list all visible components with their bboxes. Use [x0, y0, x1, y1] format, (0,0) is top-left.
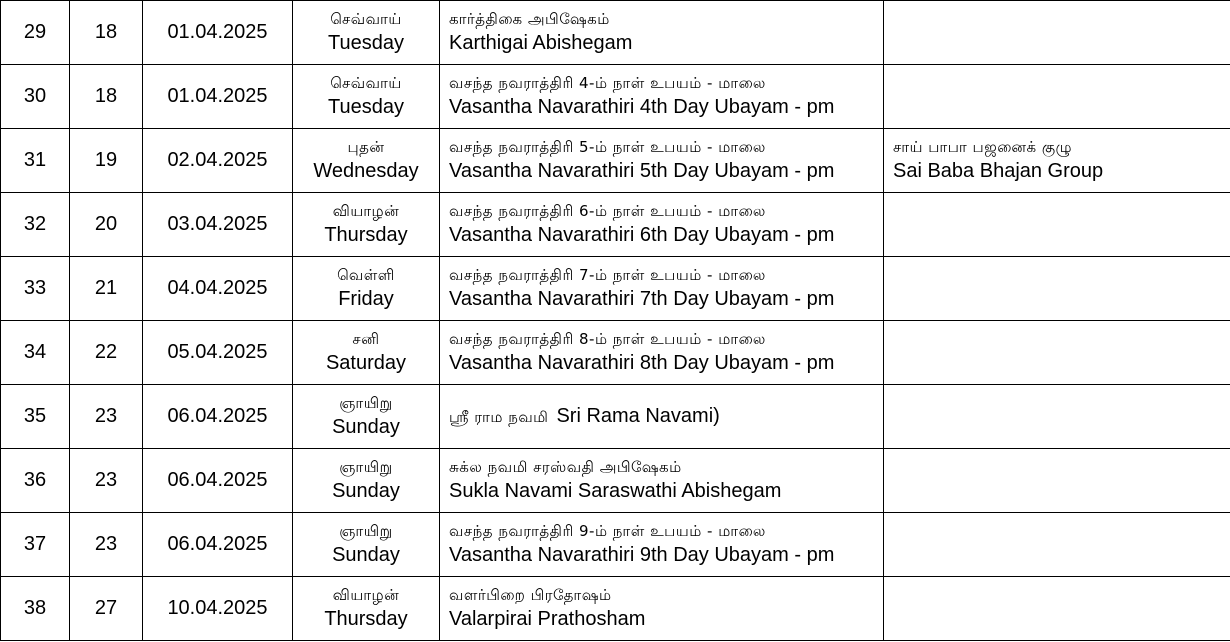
weekday-english: Sunday [332, 416, 400, 438]
event-cell [440, 513, 884, 577]
sponsor-cell [884, 65, 1230, 129]
weekday-english: Tuesday [328, 32, 404, 54]
weekday-tamil: செவ்வாய் [330, 74, 402, 92]
serial-number: 31 [1, 129, 70, 193]
weekday-english: Tuesday [328, 96, 404, 118]
table-row [1, 577, 1230, 641]
weekday-tamil: ஞாயிறு [339, 522, 393, 540]
weekday-tamil: வியாழன் [332, 202, 400, 220]
weekday-cell [293, 385, 440, 449]
event-cell [440, 385, 884, 449]
weekday-cell [293, 257, 440, 321]
sponsor-tamil: சாய் பாபா பஜனைக் குழு [893, 138, 1073, 156]
weekday-english: Thursday [324, 224, 408, 246]
event-tamil: வசந்த நவராத்திரி 8-ம் நாள் உபயம் - மாலை [449, 330, 766, 348]
table-row [1, 385, 1230, 449]
event-tamil: கார்த்திகை அபிஷேகம் [449, 10, 610, 28]
weekday-cell [293, 513, 440, 577]
date-cell: 02.04.2025 [143, 129, 293, 193]
serial-number: 34 [1, 321, 70, 385]
serial-number: 33 [1, 257, 70, 321]
sponsor-cell [884, 449, 1230, 513]
weekday-english: Friday [338, 288, 394, 310]
sponsor-cell [884, 129, 1230, 193]
event-tamil: வசந்த நவராத்திரி 4-ம் நாள் உபயம் - மாலை [449, 74, 766, 92]
serial-number: 38 [1, 577, 70, 641]
event-tamil: வசந்த நவராத்திரி 6-ம் நாள் உபயம் - மாலை [449, 202, 766, 220]
weekday-cell [293, 1, 440, 65]
table-row [1, 1, 1230, 65]
date-cell: 03.04.2025 [143, 193, 293, 257]
serial-number: 35 [1, 385, 70, 449]
serial-number: 30 [1, 65, 70, 129]
event-cell [440, 65, 884, 129]
schedule-body [1, 1, 1230, 641]
weekday-tamil: வியாழன் [332, 586, 400, 604]
weekday-english: Sunday [332, 544, 400, 566]
weekday-cell [293, 449, 440, 513]
weekday-english: Wednesday [313, 160, 419, 182]
tamil-day-number: 18 [70, 65, 143, 129]
weekday-english: Thursday [324, 608, 408, 630]
event-english: Vasantha Navarathiri 7th Day Ubayam - pm [449, 288, 835, 310]
table-row [1, 65, 1230, 129]
serial-number: 29 [1, 1, 70, 65]
tamil-day-number: 23 [70, 449, 143, 513]
event-english: Vasantha Navarathiri 5th Day Ubayam - pm [449, 160, 835, 182]
weekday-tamil: சனி [352, 330, 380, 348]
event-english: Karthigai Abishegam [449, 32, 633, 54]
tamil-day-number: 23 [70, 385, 143, 449]
weekday-english: Saturday [325, 352, 407, 374]
serial-number: 36 [1, 449, 70, 513]
event-cell [440, 321, 884, 385]
sponsor-cell [884, 193, 1230, 257]
table-row [1, 257, 1230, 321]
event-tamil: ஸ்ரீ ராம நவமி [449, 408, 549, 426]
sponsor-cell [884, 513, 1230, 577]
event-english: Vasantha Navarathiri 9th Day Ubayam - pm [449, 544, 835, 566]
sponsor-cell [884, 321, 1230, 385]
sponsor-cell [884, 1, 1230, 65]
tamil-day-number: 27 [70, 577, 143, 641]
event-line [449, 405, 883, 428]
weekday-tamil: வெள்ளி [337, 266, 395, 284]
table-row [1, 513, 1230, 577]
event-cell [440, 193, 884, 257]
table-row [1, 193, 1230, 257]
weekday-tamil: செவ்வாய் [330, 10, 402, 28]
sponsor-cell [884, 257, 1230, 321]
event-english: Vasantha Navarathiri 6th Day Ubayam - pm [449, 224, 835, 246]
serial-number: 32 [1, 193, 70, 257]
event-cell [440, 129, 884, 193]
date-cell: 01.04.2025 [143, 65, 293, 129]
weekday-cell [293, 577, 440, 641]
event-english: Sri Rama Navami) [556, 405, 720, 427]
weekday-tamil: ஞாயிறு [339, 458, 393, 476]
date-cell: 01.04.2025 [143, 1, 293, 65]
date-cell: 06.04.2025 [143, 385, 293, 449]
event-english: Vasantha Navarathiri 8th Day Ubayam - pm [449, 352, 835, 374]
weekday-tamil: புதன் [347, 138, 385, 156]
event-cell [440, 577, 884, 641]
table-row [1, 129, 1230, 193]
date-cell: 10.04.2025 [143, 577, 293, 641]
weekday-cell [293, 193, 440, 257]
tamil-day-number: 21 [70, 257, 143, 321]
event-cell [440, 449, 884, 513]
event-tamil: வசந்த நவராத்திரி 9-ம் நாள் உபயம் - மாலை [449, 522, 766, 540]
event-cell [440, 257, 884, 321]
event-cell [440, 1, 884, 65]
weekday-cell [293, 321, 440, 385]
weekday-tamil: ஞாயிறு [339, 394, 393, 412]
event-tamil: வளர்பிறை பிரதோஷம் [449, 586, 612, 604]
sponsor-cell [884, 577, 1230, 641]
date-cell: 06.04.2025 [143, 513, 293, 577]
event-tamil: வசந்த நவராத்திரி 7-ம் நாள் உபயம் - மாலை [449, 266, 766, 284]
event-tamil: சுக்ல நவமி சரஸ்வதி அபிஷேகம் [449, 458, 682, 476]
date-cell: 05.04.2025 [143, 321, 293, 385]
sponsor-cell [884, 385, 1230, 449]
serial-number: 37 [1, 513, 70, 577]
table-row [1, 449, 1230, 513]
event-english: Valarpirai Prathosham [449, 608, 646, 630]
tamil-day-number: 23 [70, 513, 143, 577]
weekday-cell [293, 65, 440, 129]
tamil-day-number: 19 [70, 129, 143, 193]
tamil-day-number: 18 [70, 1, 143, 65]
tamil-day-number: 20 [70, 193, 143, 257]
event-english: Sukla Navami Saraswathi Abishegam [449, 480, 782, 502]
date-cell: 06.04.2025 [143, 449, 293, 513]
sponsor-english: Sai Baba Bhajan Group [893, 160, 1104, 182]
weekday-english: Sunday [332, 480, 400, 502]
tamil-day-number: 22 [70, 321, 143, 385]
table-row [1, 321, 1230, 385]
event-tamil: வசந்த நவராத்திரி 5-ம் நாள் உபயம் - மாலை [449, 138, 766, 156]
event-english: Vasantha Navarathiri 4th Day Ubayam - pm [449, 96, 835, 118]
weekday-cell [293, 129, 440, 193]
date-cell: 04.04.2025 [143, 257, 293, 321]
